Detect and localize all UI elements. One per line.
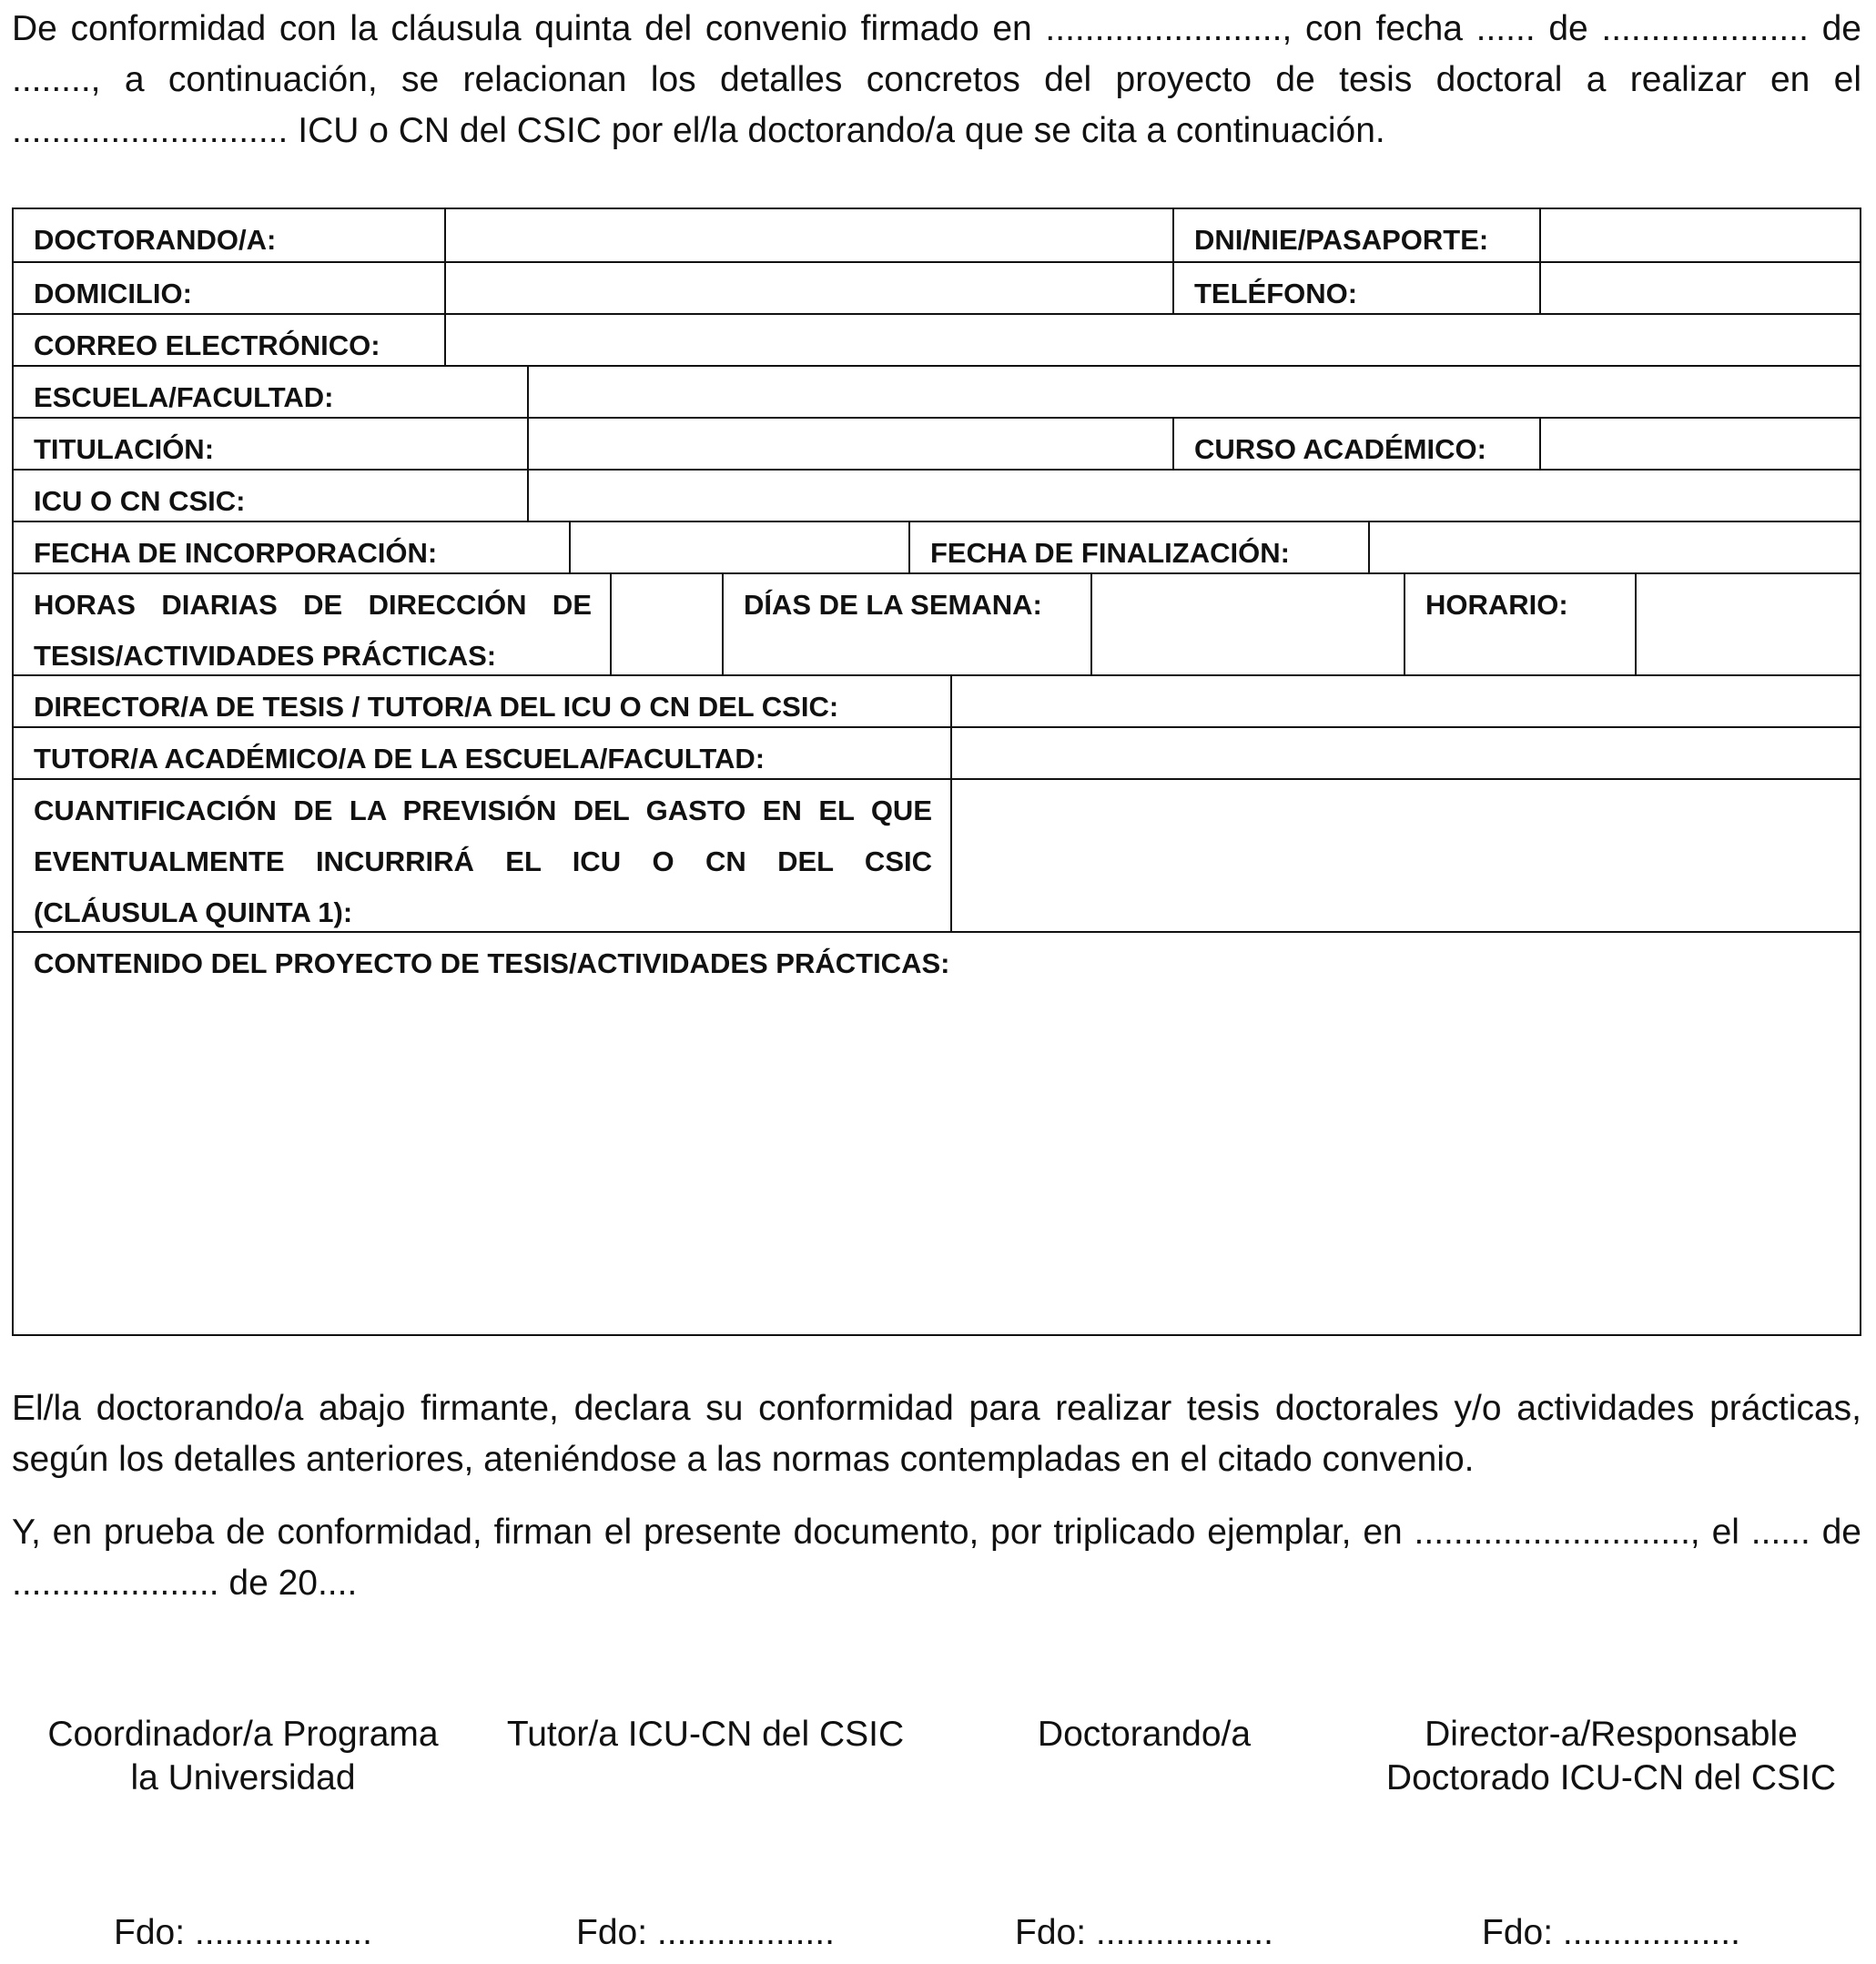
form-row-director [14,674,1860,726]
tutor-academico-field[interactable] [950,728,1860,778]
form-row-contenido [14,931,1860,1334]
signature-fdo-tutor: Fdo: .................. [576,1913,835,1952]
titulacion-field[interactable] [527,419,1172,469]
dias-field[interactable] [1090,574,1404,674]
curso-field[interactable] [1539,419,1860,469]
form-row-titulacion [14,417,1860,469]
dias-label: DÍAS DE LA SEMANA: [722,574,1090,674]
correo-label: CORREO ELECTRÓNICO: [34,329,380,361]
proof-paragraph: Y, en prueba de conformidad, firman el presente documento, por triplicado ejemplar, en ............................, el ...... de ..................... de 20.... [12,1513,1861,1603]
tutor-academico-label: TUTOR/A ACADÉMICO/A DE LA ESCUELA/FACULTAD: [34,743,766,774]
doctorando-field[interactable] [444,209,1172,261]
form-row-escuela [14,365,1860,417]
icu-field[interactable] [527,471,1860,521]
form-row-icu [14,469,1860,521]
horas-field[interactable] [610,574,722,674]
fecha-incorporacion-field[interactable] [569,522,908,572]
form-row-correo [14,313,1860,365]
horas-label: HORAS DIARIAS DE DIRECCIÓN DE TESIS/ACTIVIDADES PRÁCTICAS: [34,589,592,672]
signature-fdo-coordinador: Fdo: .................. [114,1913,372,1952]
horario-label: HORARIO: [1404,574,1635,674]
form-row-domicilio [14,261,1860,313]
icu-label: ICU O CN CSIC: [34,485,246,517]
signature-title-tutor: Tutor/a ICU-CN del CSIC [506,1715,905,1754]
form-row-fechas [14,521,1860,572]
escuela-label: ESCUELA/FACULTAD: [34,381,334,413]
form-row-cuantificacion [14,778,1860,931]
form-row-doctorando [14,209,1860,261]
fecha-incorporacion-label: FECHA DE INCORPORACIÓN: [34,537,438,569]
titulacion-label: TITULACIÓN: [34,433,215,465]
cuantificacion-label: CUANTIFICACIÓN DE LA PREVISIÓN DEL GASTO EN EL QUE EVENTUALMENTE INCURRIRÁ EL ICU O CN DEL CSIC (CLÁUSULA QUINTA 1): [34,795,932,928]
declaration-paragraph: El/la doctorando/a abajo firmante, declara su conformidad para realizar tesis doctorales y/o actividades prácticas, según los detalles anteriores, ateniéndose a las normas contempladas en el citado convenio. [12,1389,1861,1479]
domicilio-field[interactable] [444,263,1172,313]
form-row-horas [14,572,1860,674]
doctorando-label: DOCTORANDO/A: [34,224,277,256]
signature-title-doctorando: Doctorando/a [1037,1715,1252,1754]
signature-title-director: Director-a/Responsable Doctorado ICU-CN del CSIC [1385,1715,1837,1797]
form-row-tutor-academico [14,726,1860,778]
fecha-finalizacion-field[interactable] [1368,522,1860,572]
signature-title-coordinador: Coordinador/a Programa la Universidad [47,1715,439,1797]
project-details-form [12,208,1861,1336]
dni-field[interactable] [1539,209,1860,261]
director-field[interactable] [950,676,1860,726]
escuela-field[interactable] [527,367,1860,417]
contenido-label: CONTENIDO DEL PROYECTO DE TESIS/ACTIVIDADES PRÁCTICAS: [34,947,950,979]
domicilio-label: DOMICILIO: [34,278,192,309]
cuantificacion-field[interactable] [950,780,1860,931]
signature-fdo-director: Fdo: .................. [1482,1913,1740,1952]
horario-field[interactable] [1635,574,1860,674]
contenido-field[interactable] [14,933,1860,1334]
fecha-finalizacion-label: FECHA DE FINALIZACIÓN: [908,522,1368,572]
intro-paragraph: De conformidad con la cláusula quinta del convenio firmado en ........................, con fecha ...... de ..................... de ........, a continuación, se relacionan los detalles concretos del proyecto de tesis doctoral a realizar en el ............................ ICU o CN del CSIC por el/la doctorando/a que se cita a continuación. [12,9,1861,150]
correo-field[interactable] [444,315,1860,365]
curso-label: CURSO ACADÉMICO: [1172,419,1539,469]
signature-fdo-doctorando: Fdo: .................. [1015,1913,1273,1952]
director-label: DIRECTOR/A DE TESIS / TUTOR/A DEL ICU O CN DEL CSIC: [34,691,839,723]
telefono-field[interactable] [1539,263,1860,313]
telefono-label: TELÉFONO: [1172,263,1539,313]
dni-label: DNI/NIE/PASAPORTE: [1172,209,1539,261]
